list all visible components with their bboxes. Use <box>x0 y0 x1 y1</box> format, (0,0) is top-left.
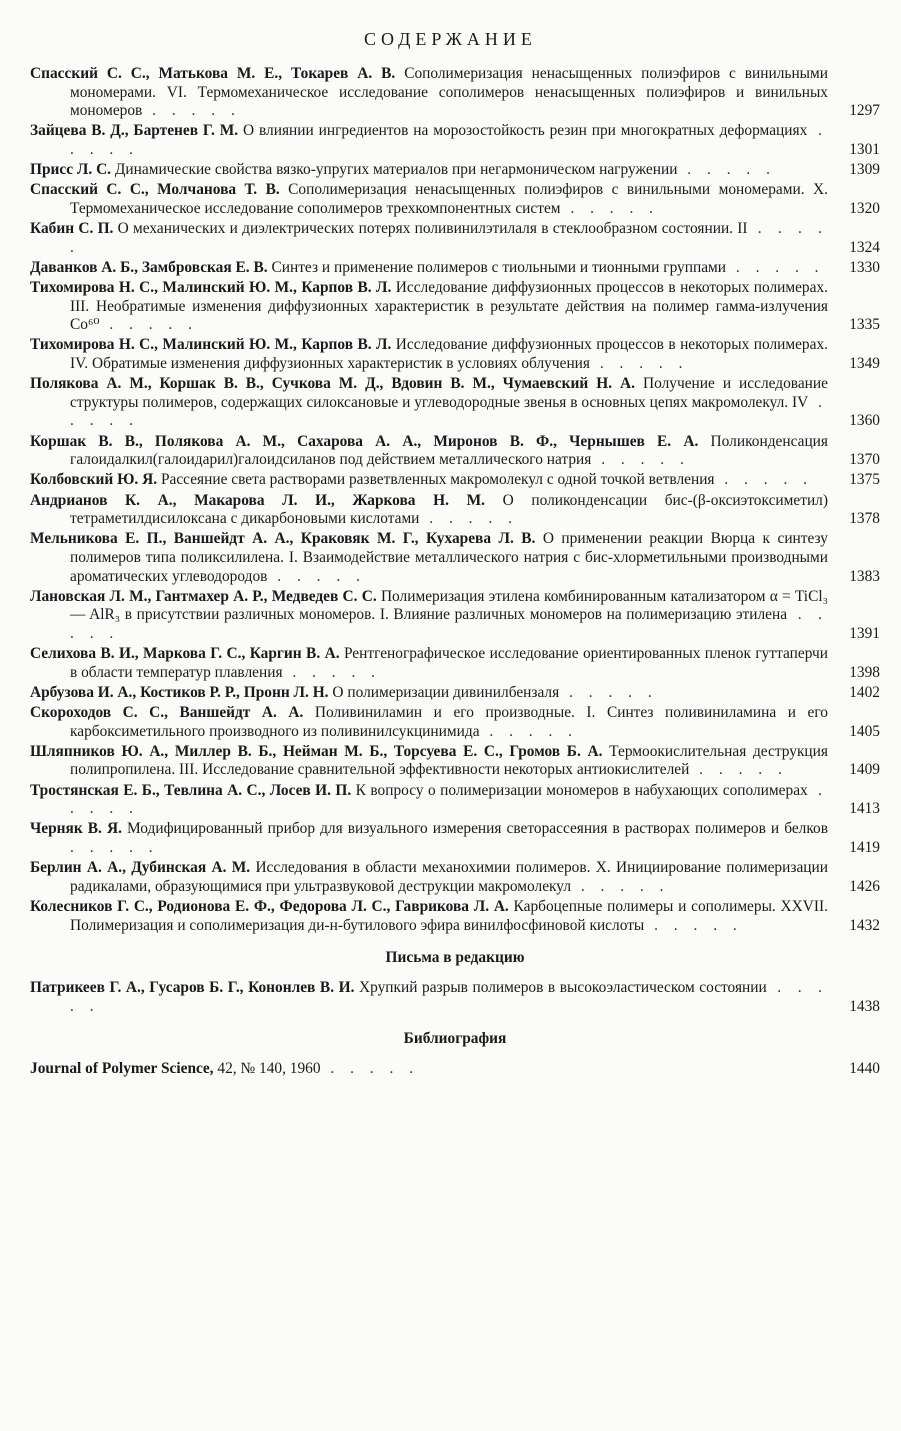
entry-authors: Черняк В. Я. <box>30 820 122 838</box>
entry-title: О поликонденсации бис-(β-оксиэтоксиметил) тетраметилдисилоксана с дикарбоновыми кислотами <box>70 491 828 528</box>
dot-leaders: . . . . . <box>714 471 813 489</box>
entry-authors: Шляпников Ю. А., Миллер В. Б., Нейман М. Б., Торсуева Е. С., Громов Б. А. <box>30 742 603 760</box>
toc-entry <box>30 1060 880 1079</box>
entry-authors: Арбузова И. А., Костиков Р. Р., Пронн Л. Н. <box>30 683 329 701</box>
toc-entry <box>30 181 880 218</box>
dot-leaders: . . . . . <box>282 663 382 681</box>
entry-page-number: 1335 <box>849 316 880 334</box>
toc-entry <box>30 336 880 373</box>
entry-page-number: 1440 <box>849 1060 880 1078</box>
entry-title: Полимеризация этилена комбинированным катализатором α = TiCl₃ — AlR₃ в присутствии различных мономеров. I. Влияние различных мономеров на полимеризацию этилена <box>70 587 828 624</box>
toc-entry <box>30 433 880 470</box>
dot-leaders: . . . . . <box>689 761 788 779</box>
entry-authors: Андрианов К. А., Макарова Л. И., Жаркова Н. М. <box>30 491 485 509</box>
entry-title: Исследование диффузионных процессов в некоторых полимерах. IV. Обратимые изменения диффузионных характеристик в условиях облучения <box>70 336 828 373</box>
entry-page-number: 1413 <box>849 800 880 818</box>
entry-page-number: 1320 <box>849 199 880 217</box>
entry-title: Термоокислительная деструкция полипропилена. III. Исследование сравнительной эффективности некоторых антиокислителей <box>70 742 828 779</box>
bibliography-entries <box>30 1060 880 1079</box>
entry-page-number: 1438 <box>849 997 880 1015</box>
contents-heading: СОДЕРЖАНИЕ <box>364 29 537 49</box>
entry-authors: Лановская Л. М., Гантмахер А. Р., Медведев С. С. <box>30 587 377 605</box>
toc-entry <box>30 820 880 857</box>
entry-title: Сополимеризация ненасыщенных полиэфиров с винильными мономерами. VI. Термомеханическое исследование сополимеров ненасыщенных полиэфиров и винильных мономеров <box>70 65 829 120</box>
toc-entry <box>30 65 880 121</box>
entry-authors: Колбовский Ю. Я. <box>30 471 158 489</box>
dot-leaders: . . . . . <box>590 355 689 373</box>
dot-leaders: . . . . . <box>70 979 828 1015</box>
dot-leaders: . . . . . <box>571 877 670 895</box>
entry-page-number: 1370 <box>849 451 880 469</box>
entry-page-number: 1426 <box>849 877 880 895</box>
toc-entry <box>30 782 880 819</box>
dot-leaders: . . . . . <box>70 393 828 430</box>
toc-entry <box>30 645 880 682</box>
entry-page-number: 1405 <box>849 722 880 740</box>
toc <box>30 65 880 1081</box>
entry-page-number: 1419 <box>849 839 880 857</box>
dot-leaders: . . . . . <box>479 722 579 740</box>
entry-authors: Кабин С. П. <box>30 220 114 238</box>
dot-leaders: . . . . . <box>726 258 825 276</box>
dot-leaders: . . . . . <box>419 510 518 528</box>
entry-authors: Селихова В. И., Маркова Г. С., Каргин В. А. <box>30 645 340 663</box>
dot-leaders: . . . . . <box>591 451 690 469</box>
entry-page-number: 1330 <box>849 258 880 276</box>
toc-entry <box>30 684 880 703</box>
entry-title: Исследования в области механохимии полимеров. X. Инициирование полимеризации радикалами, образующимися при ультразвуковой деструкции макромолекул <box>70 859 828 895</box>
entry-authors: Берлин А. А., Дубинская А. М. <box>30 859 251 877</box>
entry-title: Поливиниламин и его производные. I. Синтез поливиниламина и его карбоксиметильного производного из поливинилсукцинимида <box>70 704 828 740</box>
entry-authors: Тростянская Е. Б., Тевлина А. С., Лосев И. П. <box>30 781 352 799</box>
entry-authors: Спасский С. С., Матькова М. Е., Токарев А. В. <box>30 65 396 82</box>
dot-leaders: . . . . . <box>560 199 660 217</box>
entry-title: Получение и исследование структуры полимеров, содержащих силоксановые и углеводородные звенья в основных цепях макромолекул. IV <box>70 375 828 411</box>
entry-authors: Присс Л. С. <box>30 161 112 179</box>
dot-leaders: . . . . . <box>320 1060 420 1078</box>
toc-entry <box>30 704 880 741</box>
toc-entry <box>30 898 880 935</box>
toc-entry <box>30 859 880 896</box>
toc-entry <box>30 220 880 257</box>
entry-authors: Спасский С. С., Молчанова Т. В. <box>30 181 280 199</box>
toc-entry <box>30 471 880 490</box>
entry-page-number: 1309 <box>849 161 880 179</box>
entry-page-number: 1398 <box>849 663 880 681</box>
entry-authors: Скороходов С. С., Ваншейдт А. А. <box>30 704 304 722</box>
toc-entry <box>30 279 880 335</box>
toc-entry <box>30 743 880 780</box>
entry-title: Модифицированный прибор для визуального измерения светорассеяния в растворах полимеров и белков <box>126 820 828 838</box>
entry-authors: Даванков А. Б., Замбровская Е. В. <box>30 258 268 276</box>
dot-leaders: . . . . . <box>70 122 829 158</box>
entry-authors: Зайцева В. Д., Бартенев Г. М. <box>30 122 239 140</box>
entry-page-number: 1324 <box>849 238 880 256</box>
entry-title: О применении реакции Вюрца к синтезу полимеров типа поликсилилена. I. Взаимодействие металлического натрия с бис-хлорметильными производными ароматических углеводородов <box>70 530 828 585</box>
entry-authors: Journal of Polymer Science, <box>30 1060 214 1078</box>
toc-entry <box>30 161 880 180</box>
entry-title: Динамические свойства вязко-упругих материалов при негармоническом нагружении <box>114 161 678 179</box>
dot-leaders: . . . . . <box>99 316 198 334</box>
entry-authors: Колесников Г. С., Родионова Е. Ф., Федорова Л. С., Гаврикова Л. А. <box>30 898 509 915</box>
toc-entry <box>30 375 880 431</box>
entry-title: О полимеризации дивинилбензаля <box>332 683 560 701</box>
entry-title: К вопросу о полимеризации мономеров в набухающих сополимерах <box>355 781 808 799</box>
entry-page-number: 1383 <box>849 567 880 585</box>
entry-title: Синтез и применение полимеров с тиольными и тионными группами <box>271 258 727 276</box>
entry-title: Сополимеризация ненасыщенных полиэфиров с винильными мономерами. X. Термомеханическое исследование сополимеров трехкомпонентных систем <box>70 181 828 217</box>
entry-title: Рассеяние света растворами разветвленных макромолекул с одной точкой ветвления <box>160 471 715 489</box>
entry-title: Хрупкий разрыв полимеров в высокоэластическом состоянии <box>358 979 767 997</box>
dot-leaders: . . . . . <box>70 220 828 256</box>
entry-title: Карбоцепные полимеры и сополимеры. XXVII. Полимеризация и сополимеризация ди-н-бутилового эфира винилфосфиновой кислоты <box>70 898 828 934</box>
toc-entry <box>30 122 880 159</box>
entry-page-number: 1297 <box>849 102 880 120</box>
letters-heading: Письма в редакцию <box>385 949 525 967</box>
entry-title: Исследование диффузионных процессов в некоторых полимерах. III. Необратимые изменения диффузионных характеристик в результате действия на полимер гамма-излучения Co⁶⁰ <box>70 279 828 334</box>
dot-leaders: . . . . . <box>677 161 776 179</box>
entry-authors: Полякова А. М., Коршак В. В., Сучкова М. Д., Вдовин В. М., Чумаевский Н. А. <box>30 375 636 393</box>
toc-entry <box>30 530 880 586</box>
entry-page-number: 1349 <box>849 355 880 373</box>
dot-leaders: . . . . . <box>70 606 828 642</box>
dot-leaders: . . . . . <box>70 781 828 818</box>
entry-page-number: 1360 <box>849 412 880 430</box>
entry-authors: Патрикеев Г. А., Гусаров Б. Г., Кононлев В. И. <box>30 979 355 997</box>
dot-leaders: . . . . . <box>559 683 658 701</box>
dot-leaders: . . . . . <box>70 839 159 857</box>
entry-authors: Тихомирова Н. С., Малинский Ю. М., Карпов В. Л. <box>30 336 392 354</box>
entry-page-number: 1378 <box>849 510 880 528</box>
letters-entries <box>30 979 880 1016</box>
entry-page-number: 1402 <box>849 683 880 701</box>
entry-page-number: 1375 <box>849 471 880 489</box>
bibliography-heading: Библиография <box>403 1030 507 1048</box>
entry-title: Рентгенографическое исследование ориентированных пленок гуттаперчи в области температур плавления <box>70 645 828 681</box>
entry-title: О механических и диэлектрических потерях поливинилэтилаля в стеклообразном состоянии. II <box>117 220 748 238</box>
entry-page-number: 1432 <box>849 916 880 934</box>
toc-entry <box>30 588 880 644</box>
entry-title: О влиянии ингредиентов на морозостойкость резин при многократных деформациях <box>243 122 808 140</box>
entry-title: 42, № 140, 1960 <box>217 1060 321 1078</box>
dot-leaders: . . . . . <box>644 916 743 934</box>
toc-entry <box>30 259 880 278</box>
entry-authors: Тихомирова Н. С., Малинский Ю. М., Карпов В. Л. <box>30 279 392 297</box>
entry-title: Поликонденсация галоидалкил(галоидарил)галоидсиланов под действием металлического натрия <box>70 432 828 469</box>
toc-entry <box>30 492 880 529</box>
toc-entry <box>30 979 880 1016</box>
main-entries <box>30 65 880 935</box>
entry-page-number: 1391 <box>849 624 880 642</box>
entry-page-number: 1301 <box>849 140 880 158</box>
entry-page-number: 1409 <box>849 761 880 779</box>
dot-leaders: . . . . . <box>267 567 366 585</box>
entry-authors: Мельникова Е. П., Ваншейдт А. А., Краковяк М. Г., Кухарева Л. В. <box>30 530 536 548</box>
entry-authors: Коршак В. В., Полякова А. М., Сахарова А. А., Миронов В. Ф., Чернышев Е. А. <box>30 432 699 450</box>
dot-leaders: . . . . . <box>142 102 241 120</box>
